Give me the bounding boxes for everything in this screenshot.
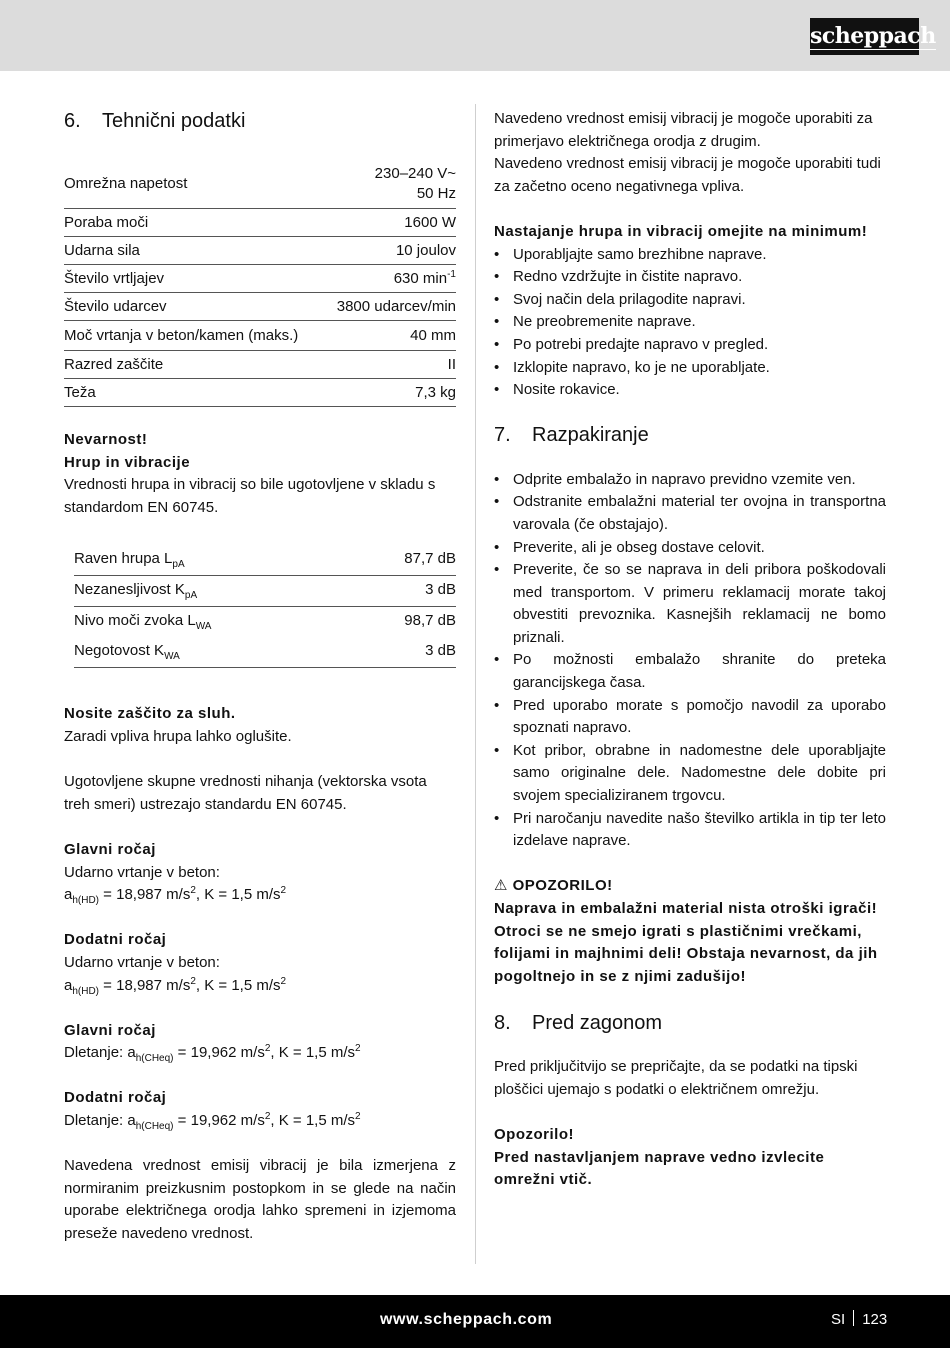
vibration-text: Ugotovljene skupne vrednosti nihanja (vektorska vsota treh smeri) ustrezajo standardu EN 60745.	[64, 773, 427, 813]
column-divider	[475, 104, 476, 1264]
unpack-list	[494, 469, 886, 853]
list-item: • Izklopite napravo, ko je ne uporabljate.	[494, 357, 886, 380]
right-column	[494, 108, 886, 1192]
warning-title: ⚠ OPOZORILO!	[494, 875, 886, 898]
minimize-title: Nastajanje hrupa in vibracij omejite na minimum!	[494, 222, 868, 240]
caution-title: Opozorilo!	[494, 1126, 574, 1144]
chiseling-formula: Dletanje: $a_{h(CHeq)} = 19,962$ $m/s^2$, K = 1,5 $m/s^2$	[64, 1043, 361, 1065]
footer-bar	[0, 1295, 950, 1348]
list-item: • Preverite, če so se naprava in deli pribora poškodovali med transportom. V primeru reklamacij morate takoj obvestiti prevoznika. Kasnejših reklamacij ne bomo priznali.	[494, 559, 886, 649]
list-item: • Ne preobremenite naprave.	[494, 311, 886, 334]
list-item: • Odstranite embalažni material ter ovojna in transportna varovala (če obstajajo).	[494, 491, 886, 536]
spec-row: Število udarcev 3800 udarcev/min	[64, 293, 456, 321]
main-handle-title: Glavni ročaj	[64, 840, 156, 858]
section-heading-before-start: 8. Pred zagonom	[494, 1012, 663, 1035]
hearing-text: Zaradi vpliva hrupa lahko oglušite.	[64, 727, 292, 745]
spec-row: Moč vrtanja v beton/kamen (maks.) 40 mm	[64, 321, 456, 351]
list-item: • Kot pribor, obrabne in nadomestne dele uporabljajte samo originalne dele. Nadomestne dele dobite pri svojem specializiranem trgovcu.	[494, 740, 886, 808]
vibration-formula: $a_{h(HD)} = 18,987$ $m/s^2$, K = 1,5 $m/s^2$	[64, 885, 287, 907]
warning-triangle-icon: ⚠	[494, 877, 508, 895]
noise-row: Nezanesljivost $K_{pA}$ 3 dB	[74, 576, 456, 607]
caution-text: Pred nastavljanjem naprave vedno izvlecite omrežni vtič.	[494, 1148, 825, 1189]
hearing-title: Nosite zaščito za sluh.	[64, 705, 236, 723]
spec-table	[64, 160, 456, 407]
noise-title: Hrup in vibracije	[64, 453, 191, 471]
main-handle-title: Glavni ročaj	[64, 1021, 156, 1039]
list-item: • Svoj način dela prilagodite napravi.	[494, 289, 886, 312]
list-item: • Preverite, ali je obseg dostave celovit.	[494, 537, 886, 560]
vibration-formula: $a_{h(HD)} = 18,987$ $m/s^2$, K = 1,5 $m/s^2$	[64, 975, 287, 997]
list-item: • Pred uporabo morate s pomočjo navodil za uporabo spoznati napravo.	[494, 695, 886, 740]
spec-row: Teža 7,3 kg	[64, 379, 456, 407]
website-link[interactable]: www.scheppach.com	[380, 1311, 553, 1328]
noise-row: Negotovost $K_{WA}$ 3 dB	[74, 637, 456, 668]
list-item: • Nosite rokavice.	[494, 379, 886, 402]
minimize-list	[494, 244, 886, 402]
spec-row: Udarna sila 10 joulov	[64, 237, 456, 265]
impact-drilling-label: Udarno vrtanje v beton:	[64, 953, 220, 971]
aux-handle-title: Dodatni ročaj	[64, 931, 167, 949]
measurement-text: Navedena vrednost emisij vibracij je bila izmerjena z normiranim preizkusnim postopkom in se glede na način uporabe električnega orodja lahko spremeni in izjemoma preseže navedeno vrednost.	[64, 1157, 456, 1243]
page-number: SI 123	[831, 1311, 888, 1328]
vibration-intro: Navedeno vrednost emisij vibracij je mogoče uporabiti za primerjavo električnega orodja z drugim.	[494, 110, 873, 150]
spec-row: Število vrtljajev 630 $\min^{-1}$	[64, 265, 456, 293]
danger-title: Nevarnost!	[64, 431, 148, 448]
left-column	[64, 108, 456, 1246]
list-item: • Redno vzdržujte in čistite napravo.	[494, 266, 886, 289]
header-bar	[0, 0, 950, 71]
chiseling-formula: Dletanje: $a_{h(CHeq)} = 19,962$ $m/s^2$, K = 1,5 $m/s^2$	[64, 1111, 361, 1133]
list-item: • Odprite embalažo in napravo previdno vzemite ven.	[494, 469, 886, 492]
section-heading-unpacking: 7. Razpakiranje	[494, 423, 649, 446]
noise-table	[74, 545, 456, 668]
brand-logo: scheppach	[810, 18, 919, 55]
section-heading-technical-data: 6. Tehnični podatki	[64, 110, 246, 132]
noise-text: Vrednosti hrupa in vibracij so bile ugotovljene v skladu s standardom EN 60745.	[64, 476, 436, 516]
noise-row: Nivo moči zvoka $L_{WA}$ 98,7 dB	[74, 612, 456, 633]
spec-row: Omrežna napetost 230–240 V~ 50 Hz	[64, 160, 456, 209]
vibration-intro-2: Navedeno vrednost emisij vibracij je mogoče uporabiti tudi za začetno oceno negativnega vpliva.	[494, 155, 881, 195]
impact-drilling-label: Udarno vrtanje v beton:	[64, 863, 220, 881]
noise-row: Raven hrupa $L_{pA}$ 87,7 dB	[74, 545, 456, 576]
start-text: Pred priključitvijo se prepričajte, da se podatki na tipski ploščici ujemajo s podatki o električnem omrežju.	[494, 1058, 858, 1098]
list-item: • Po potrebi predajte napravo v pregled.	[494, 334, 886, 357]
list-item: • Uporabljajte samo brezhibne naprave.	[494, 244, 886, 267]
list-item: • Po možnosti embalažo shranite do preteka garancijskega časa.	[494, 649, 886, 694]
warning-text: Naprava in embalažni material nista otroški igrači! Otroci se ne smejo igrati s plastičnimi vrečkami, folijami in majhnimi deli! Obstaja nevarnost, da jih pogoltnejo in se z njimi zadušijo!	[494, 900, 878, 985]
spec-row: Poraba moči 1600 W	[64, 209, 456, 237]
list-item: • Pri naročanju navedite našo številko artikla in tip ter leto izdelave naprave.	[494, 808, 886, 853]
spec-row: Razred zaščite II	[64, 351, 456, 379]
aux-handle-title: Dodatni ročaj	[64, 1089, 167, 1107]
